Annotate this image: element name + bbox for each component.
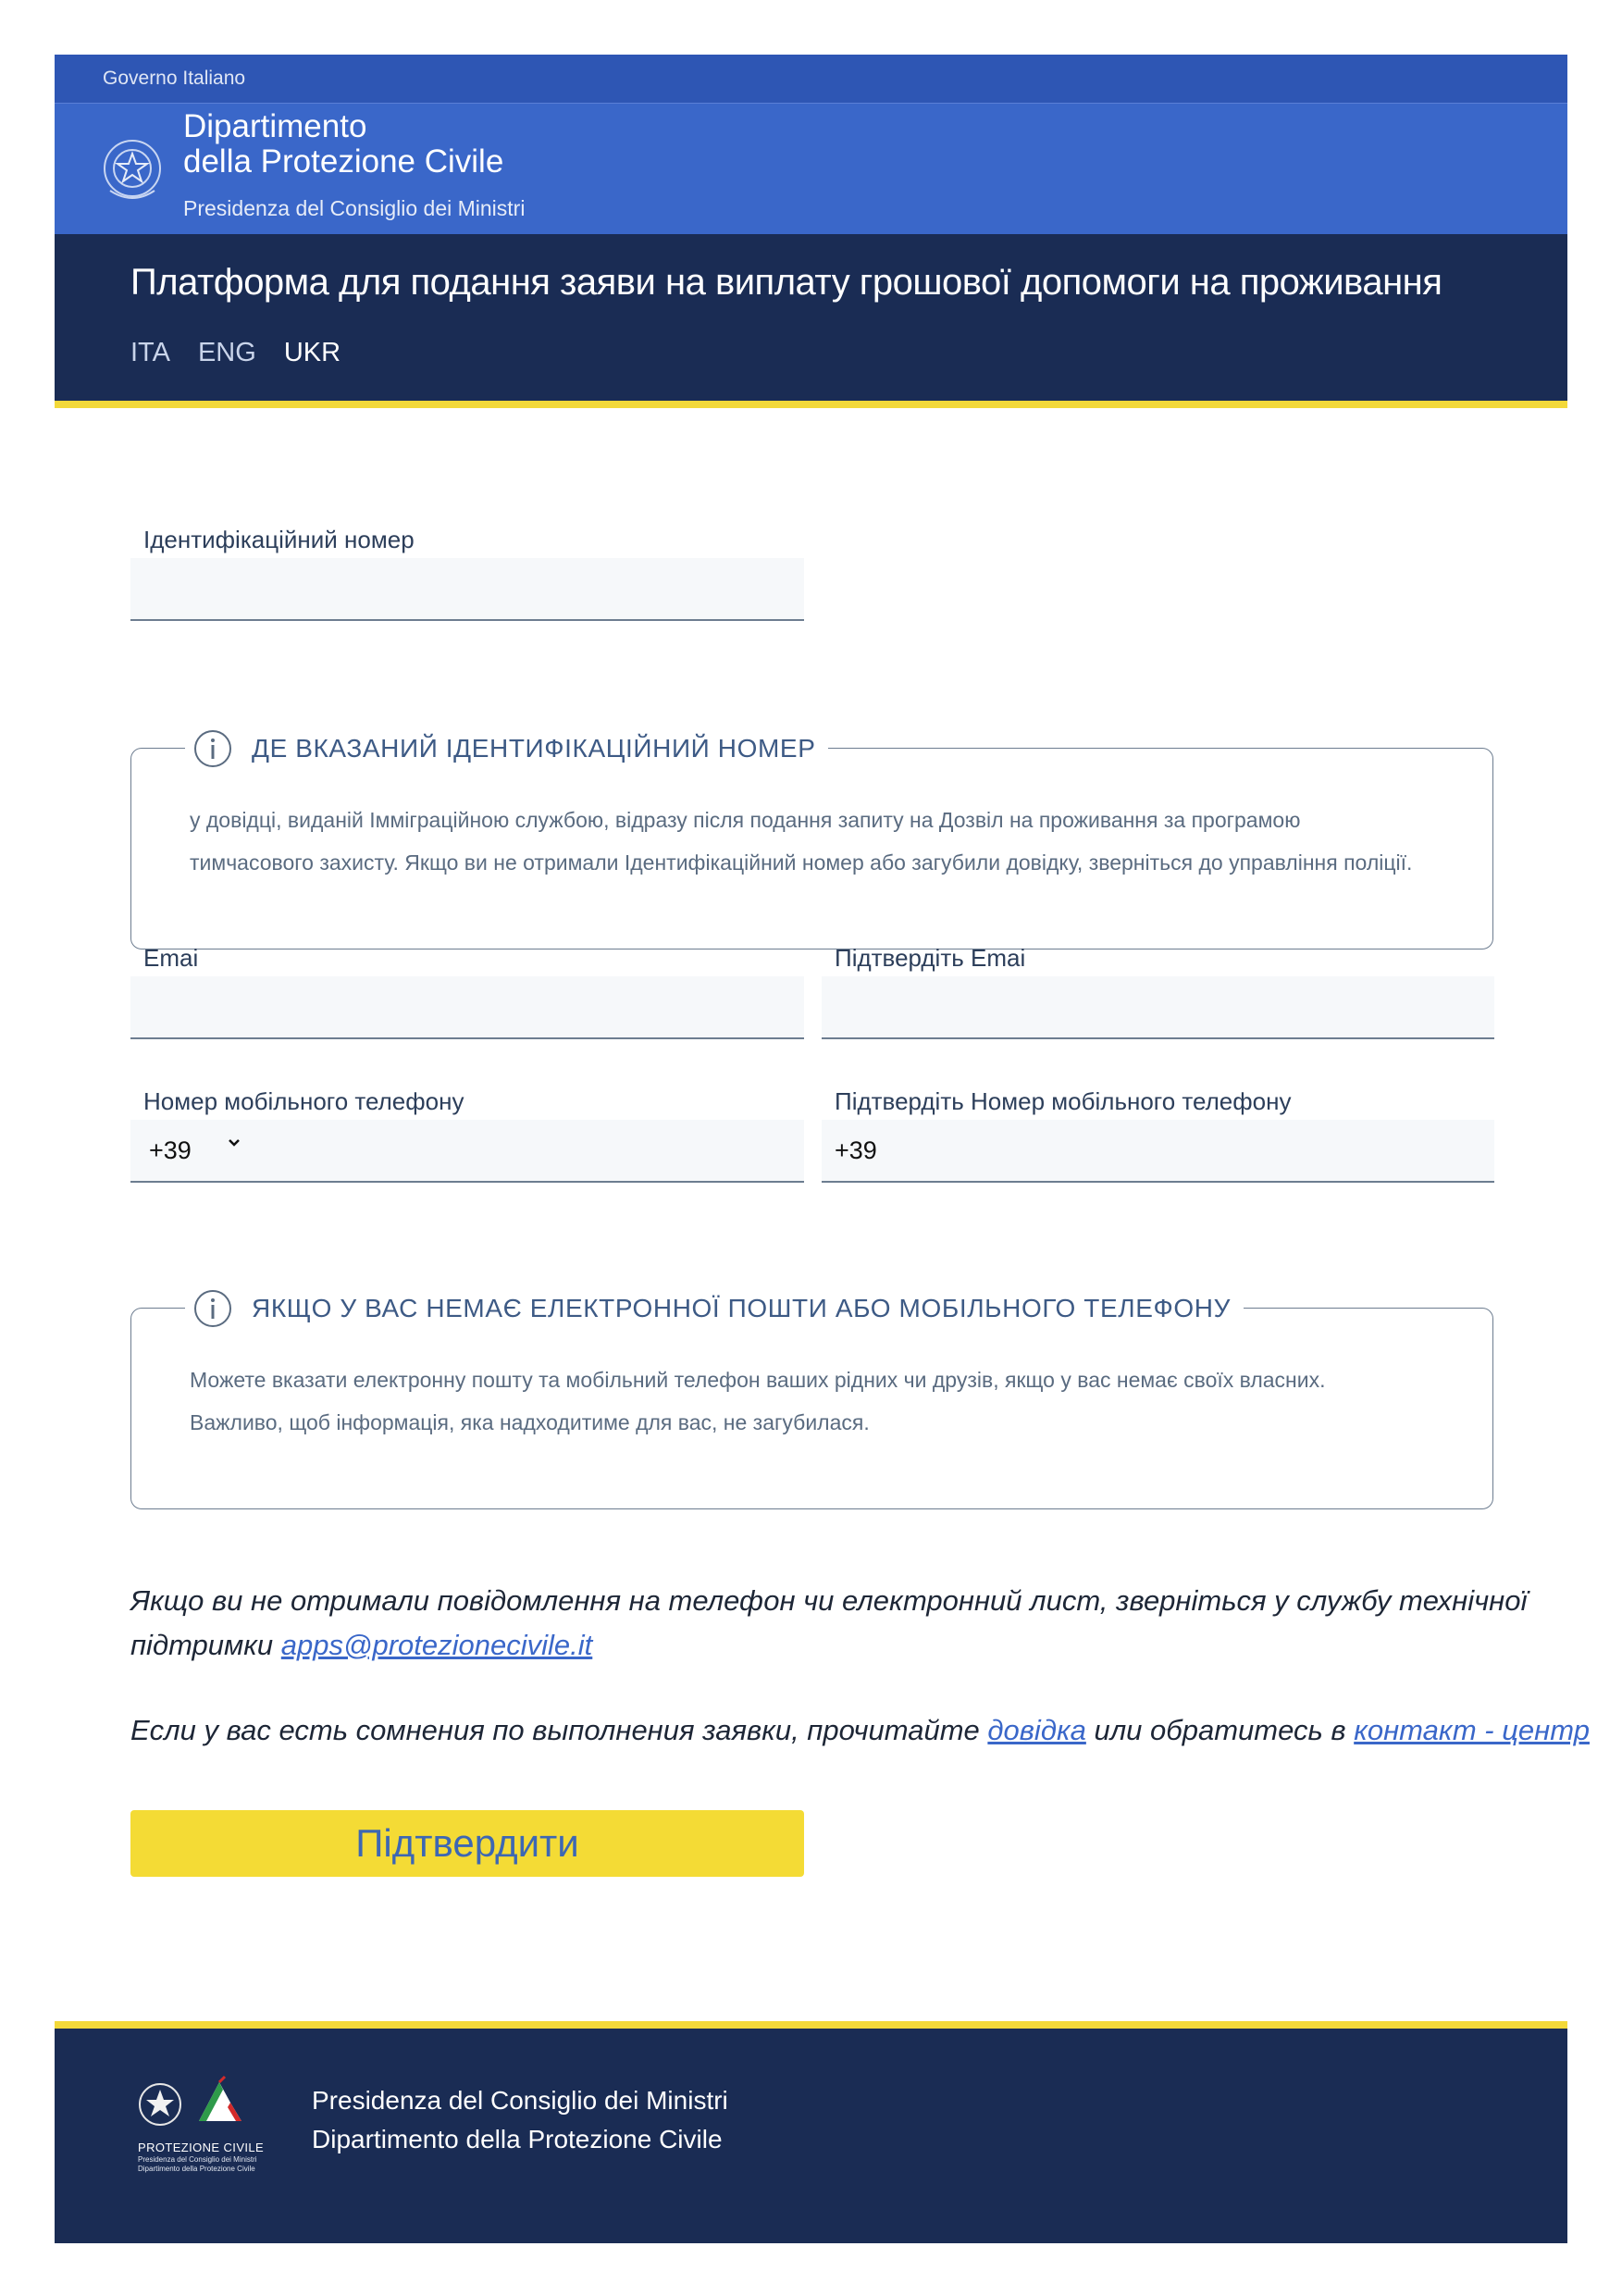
phone-input[interactable] (130, 1120, 804, 1183)
page-title: Платформа для подання заяви на виплату грошової допомоги на проживання (130, 262, 1442, 303)
chevron-down-icon[interactable] (226, 1135, 242, 1151)
footer-accent-line (55, 2021, 1567, 2029)
id-number-label: Ідентифікаційний номер (143, 526, 415, 553)
info-icon (192, 1288, 233, 1329)
help-note-text2: или обратитесь в (1085, 1714, 1355, 1746)
lang-ukr[interactable]: UKR (283, 338, 341, 367)
page-header (55, 234, 1567, 401)
email-confirm-input[interactable] (822, 976, 1494, 1039)
support-note-text2: підтримки (130, 1629, 281, 1661)
email-confirm-label: Підтвердіть Emai (835, 944, 1026, 972)
logo-subtitle-1: Presidenza del Consiglio dei Ministri (138, 2155, 257, 2164)
phone-confirm-input[interactable] (822, 1120, 1494, 1183)
phone-label: Номер мобільного телефону (143, 1087, 464, 1115)
support-note-text: Якщо ви не отримали повідомлення на телефон чи електронний лист, зверніться у службу технічної (130, 1584, 1528, 1617)
contact-center-link[interactable]: контакт - центр (1354, 1714, 1590, 1746)
info-text-line1: Можете вказати електронну пошту та мобільний телефон ваших рідних чи друзів, якщо у вас немає своїх власних. (190, 1368, 1326, 1392)
info-box-no-contact (130, 1294, 1493, 1509)
lang-eng[interactable]: ENG (197, 338, 256, 367)
info-text-line1: у довідці, виданій Імміграційною службою, відразу після подання запиту на Дозвіл на проживання за програмою (190, 808, 1301, 832)
logo-wordmark: PROTEZIONE CIVILE (138, 2141, 265, 2154)
info-box-header (185, 728, 828, 769)
email-input[interactable] (130, 976, 804, 1039)
header-accent-line (55, 401, 1567, 408)
email-label: Emai (143, 944, 199, 972)
help-link[interactable]: довідка (987, 1714, 1086, 1746)
logo-subtitle-2: Dipartimento della Protezione Civile (138, 2165, 255, 2173)
info-text-line2: Важливо, щоб інформація, яка надходитиме для вас, не загубилася. (190, 1410, 870, 1434)
footer-department: Dipartimento della Protezione Civile (312, 2125, 723, 2153)
governo-label: Governo Italiano (103, 68, 246, 89)
brand-bar (55, 104, 1567, 234)
phone-country-select[interactable]: +39 (149, 1136, 192, 1164)
info-box-title: ДЕ ВКАЗАНИЙ ІДЕНТИФІКАЦІЙНИЙ НОМЕР (252, 734, 816, 763)
help-note (130, 1708, 1590, 1753)
dept-title-line2: della Protezione Civile (183, 143, 504, 180)
support-email-link[interactable]: apps@protezionecivile.it (280, 1629, 593, 1661)
submit-button[interactable]: Підтвердити (130, 1810, 804, 1877)
info-icon (192, 728, 233, 769)
republic-emblem-icon (101, 135, 164, 204)
phone-confirm-prefix: +39 (835, 1136, 877, 1164)
lang-ita[interactable]: ITA (130, 338, 170, 367)
footer-presidency: Presidenza del Consiglio dei Ministri (312, 2086, 728, 2115)
presidency-label: Presidenza del Consiglio dei Ministri (183, 196, 526, 220)
dept-title-line1: Dipartimento (183, 108, 367, 144)
info-box-header (185, 1288, 1244, 1329)
info-box-id-location (130, 734, 1493, 949)
info-box-title: ЯКЩО У ВАС НЕМАЄ ЕЛЕКТРОННОЇ ПОШТИ АБО МОБІЛЬНОГО ТЕЛЕФОНУ (252, 1294, 1232, 1322)
top-strip (55, 55, 1567, 104)
info-text-line2: тимчасового захисту. Якщо ви не отримали Ідентифікаційний номер або загубили довідку, зверніться до управління поліції. (190, 850, 1413, 875)
footer (55, 2029, 1567, 2243)
id-number-input[interactable] (130, 558, 804, 621)
help-note-text1: Если у вас есть сомнения по выполнения заявки, прочитайте (130, 1714, 988, 1746)
language-switcher (130, 338, 340, 368)
support-note (130, 1579, 1527, 1668)
phone-confirm-label: Підтвердіть Номер мобільного телефону (835, 1087, 1292, 1115)
